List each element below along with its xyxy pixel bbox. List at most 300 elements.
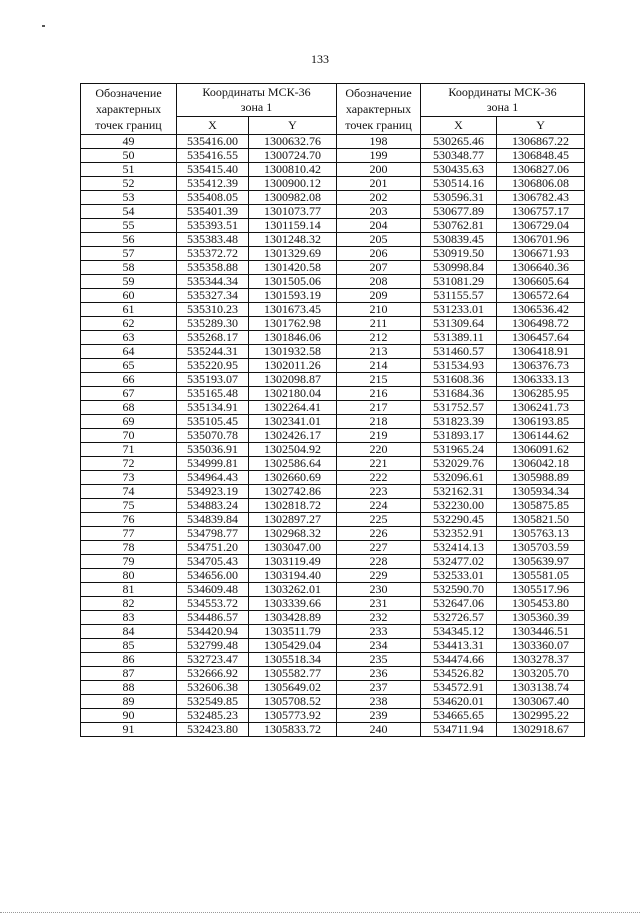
point-number-cell: 209: [337, 289, 421, 303]
x-coordinate-cell: 534839.84: [177, 513, 249, 527]
x-coordinate-cell: 531460.57: [421, 345, 497, 359]
y-coordinate-cell: 1306605.64: [497, 275, 585, 289]
point-number-cell: 218: [337, 415, 421, 429]
point-number-cell: 214: [337, 359, 421, 373]
x-coordinate-cell: 534486.57: [177, 611, 249, 625]
x-coordinate-cell: 530265.46: [421, 135, 497, 149]
point-number-cell: 237: [337, 681, 421, 695]
point-number-cell: 55: [81, 219, 177, 233]
y-coordinate-cell: 1302426.17: [249, 429, 337, 443]
y-coordinate-cell: 1302504.92: [249, 443, 337, 457]
point-number-cell: 81: [81, 583, 177, 597]
point-number-cell: 232: [337, 611, 421, 625]
y-coordinate-cell: 1302586.64: [249, 457, 337, 471]
table-row: [81, 373, 585, 387]
x-coordinate-cell: 532549.85: [177, 695, 249, 709]
point-number-cell: 90: [81, 709, 177, 723]
y-coordinate-cell: 1306729.04: [497, 219, 585, 233]
x-coordinate-cell: 534526.82: [421, 667, 497, 681]
x-coordinate-cell: 530677.89: [421, 205, 497, 219]
x-coordinate-cell: 532414.13: [421, 541, 497, 555]
x-coordinate-cell: 532647.06: [421, 597, 497, 611]
y-coordinate-cell: 1303067.40: [497, 695, 585, 709]
point-number-cell: 86: [81, 653, 177, 667]
x-coordinate-cell: 531752.57: [421, 401, 497, 415]
x-coordinate-cell: 534345.12: [421, 625, 497, 639]
x-coordinate-cell: 531684.36: [421, 387, 497, 401]
y-coordinate-cell: 1306848.45: [497, 149, 585, 163]
y-coordinate-cell: 1302660.69: [249, 471, 337, 485]
point-number-cell: 87: [81, 667, 177, 681]
point-number-cell: 221: [337, 457, 421, 471]
x-coordinate-cell: 535268.17: [177, 331, 249, 345]
y-coordinate-cell: 1302180.04: [249, 387, 337, 401]
y-coordinate-cell: 1306671.93: [497, 247, 585, 261]
point-number-cell: 239: [337, 709, 421, 723]
x-coordinate-cell: 530514.16: [421, 177, 497, 191]
table-row: [81, 401, 585, 415]
table-row: [81, 471, 585, 485]
point-number-cell: 222: [337, 471, 421, 485]
point-number-cell: 203: [337, 205, 421, 219]
point-number-cell: 225: [337, 513, 421, 527]
point-number-cell: 56: [81, 233, 177, 247]
header-y-right: Y: [497, 116, 585, 134]
table-row: [81, 331, 585, 345]
point-number-cell: 207: [337, 261, 421, 275]
point-number-cell: 230: [337, 583, 421, 597]
table-row: [81, 555, 585, 569]
y-coordinate-cell: 1306285.95: [497, 387, 585, 401]
table-row: [81, 709, 585, 723]
point-number-cell: 226: [337, 527, 421, 541]
y-coordinate-cell: 1306042.18: [497, 457, 585, 471]
table-row: [81, 163, 585, 177]
y-coordinate-cell: 1305582.77: [249, 667, 337, 681]
point-number-cell: 234: [337, 639, 421, 653]
point-number-cell: 50: [81, 149, 177, 163]
y-coordinate-cell: 1301159.14: [249, 219, 337, 233]
point-number-cell: 213: [337, 345, 421, 359]
point-number-cell: 76: [81, 513, 177, 527]
point-number-cell: 78: [81, 541, 177, 555]
y-coordinate-cell: 1306498.72: [497, 317, 585, 331]
x-coordinate-cell: 535165.48: [177, 387, 249, 401]
point-number-cell: 210: [337, 303, 421, 317]
y-coordinate-cell: 1302968.32: [249, 527, 337, 541]
header-x-left: X: [177, 116, 249, 134]
x-coordinate-cell: 532799.48: [177, 639, 249, 653]
y-coordinate-cell: 1305988.89: [497, 471, 585, 485]
x-coordinate-cell: 532352.91: [421, 527, 497, 541]
y-coordinate-cell: 1305773.92: [249, 709, 337, 723]
point-number-cell: 59: [81, 275, 177, 289]
x-coordinate-cell: 535327.34: [177, 289, 249, 303]
table-row: [81, 625, 585, 639]
x-coordinate-cell: 535372.72: [177, 247, 249, 261]
point-number-cell: 217: [337, 401, 421, 415]
table-row: [81, 443, 585, 457]
point-number-cell: 208: [337, 275, 421, 289]
x-coordinate-cell: 534413.31: [421, 639, 497, 653]
y-coordinate-cell: 1301329.69: [249, 247, 337, 261]
point-number-cell: 233: [337, 625, 421, 639]
table-row: [81, 569, 585, 583]
x-coordinate-cell: 532290.45: [421, 513, 497, 527]
point-number-cell: 60: [81, 289, 177, 303]
x-coordinate-cell: 534474.66: [421, 653, 497, 667]
x-coordinate-cell: 535416.00: [177, 135, 249, 149]
table-row: [81, 149, 585, 163]
y-coordinate-cell: 1301073.77: [249, 205, 337, 219]
x-coordinate-cell: 535358.88: [177, 261, 249, 275]
x-coordinate-cell: 534572.91: [421, 681, 497, 695]
table-row: [81, 513, 585, 527]
y-coordinate-cell: 1306376.73: [497, 359, 585, 373]
point-number-cell: 219: [337, 429, 421, 443]
x-coordinate-cell: 531309.64: [421, 317, 497, 331]
x-coordinate-cell: 530919.50: [421, 247, 497, 261]
y-coordinate-cell: 1301932.58: [249, 345, 337, 359]
x-coordinate-cell: 534964.43: [177, 471, 249, 485]
point-number-cell: 70: [81, 429, 177, 443]
y-coordinate-cell: 1302818.72: [249, 499, 337, 513]
y-coordinate-cell: 1306827.06: [497, 163, 585, 177]
point-number-cell: 228: [337, 555, 421, 569]
y-coordinate-cell: 1306572.64: [497, 289, 585, 303]
y-coordinate-cell: 1306144.62: [497, 429, 585, 443]
table-row: [81, 597, 585, 611]
y-coordinate-cell: 1303339.66: [249, 597, 337, 611]
y-coordinate-cell: 1303360.07: [497, 639, 585, 653]
table-row: [81, 583, 585, 597]
x-coordinate-cell: 535416.55: [177, 149, 249, 163]
point-number-cell: 63: [81, 331, 177, 345]
point-number-cell: 216: [337, 387, 421, 401]
x-coordinate-cell: 531823.39: [421, 415, 497, 429]
point-number-cell: 227: [337, 541, 421, 555]
point-number-cell: 51: [81, 163, 177, 177]
y-coordinate-cell: 1303205.70: [497, 667, 585, 681]
y-coordinate-cell: 1305649.02: [249, 681, 337, 695]
x-coordinate-cell: 534883.24: [177, 499, 249, 513]
x-coordinate-cell: 534609.48: [177, 583, 249, 597]
y-coordinate-cell: 1301846.06: [249, 331, 337, 345]
point-number-cell: 211: [337, 317, 421, 331]
x-coordinate-cell: 534656.00: [177, 569, 249, 583]
x-coordinate-cell: 534711.94: [421, 723, 497, 737]
bottom-edge-dots: [0, 912, 640, 914]
y-coordinate-cell: 1306640.36: [497, 261, 585, 275]
y-coordinate-cell: 1306867.22: [497, 135, 585, 149]
x-coordinate-cell: 530348.77: [421, 149, 497, 163]
x-coordinate-cell: 535220.95: [177, 359, 249, 373]
header-x-right: X: [421, 116, 497, 134]
point-number-cell: 53: [81, 191, 177, 205]
point-number-cell: 206: [337, 247, 421, 261]
y-coordinate-cell: 1305360.39: [497, 611, 585, 625]
point-number-cell: 75: [81, 499, 177, 513]
table-row: [81, 233, 585, 247]
x-coordinate-cell: 534798.77: [177, 527, 249, 541]
table-row: [81, 303, 585, 317]
x-coordinate-cell: 534620.01: [421, 695, 497, 709]
point-number-cell: 229: [337, 569, 421, 583]
point-number-cell: 58: [81, 261, 177, 275]
point-number-cell: 204: [337, 219, 421, 233]
x-coordinate-cell: 535415.40: [177, 163, 249, 177]
y-coordinate-cell: 1303278.37: [497, 653, 585, 667]
page-number: 133: [311, 52, 329, 66]
header-point-label-left: Обозначение характерных точек границ: [81, 84, 177, 135]
y-coordinate-cell: 1303194.40: [249, 569, 337, 583]
table-row: [81, 723, 585, 737]
y-coordinate-cell: 1303446.51: [497, 625, 585, 639]
point-number-cell: 91: [81, 723, 177, 737]
x-coordinate-cell: 531155.57: [421, 289, 497, 303]
x-coordinate-cell: 532029.76: [421, 457, 497, 471]
point-number-cell: 238: [337, 695, 421, 709]
x-coordinate-cell: 532162.31: [421, 485, 497, 499]
y-coordinate-cell: 1306241.73: [497, 401, 585, 415]
y-coordinate-cell: 1302098.87: [249, 373, 337, 387]
x-coordinate-cell: 531534.93: [421, 359, 497, 373]
y-coordinate-cell: 1300632.76: [249, 135, 337, 149]
y-coordinate-cell: 1303511.79: [249, 625, 337, 639]
point-number-cell: 201: [337, 177, 421, 191]
coordinates-table-body: [81, 135, 585, 737]
y-coordinate-cell: 1305833.72: [249, 723, 337, 737]
table-row: [81, 177, 585, 191]
x-coordinate-cell: 535344.34: [177, 275, 249, 289]
x-coordinate-cell: 532723.47: [177, 653, 249, 667]
point-number-cell: 224: [337, 499, 421, 513]
header-coords-group-left: Координаты МСК-36 зона 1: [177, 84, 337, 117]
x-coordinate-cell: 534420.94: [177, 625, 249, 639]
y-coordinate-cell: 1306757.17: [497, 205, 585, 219]
point-number-cell: 88: [81, 681, 177, 695]
x-coordinate-cell: 535105.45: [177, 415, 249, 429]
x-coordinate-cell: 531893.17: [421, 429, 497, 443]
header-y-left: Y: [249, 116, 337, 134]
x-coordinate-cell: 532590.70: [421, 583, 497, 597]
y-coordinate-cell: 1303047.00: [249, 541, 337, 555]
x-coordinate-cell: 535310.23: [177, 303, 249, 317]
point-number-cell: 80: [81, 569, 177, 583]
point-number-cell: 89: [81, 695, 177, 709]
scan-mark: [42, 25, 45, 27]
y-coordinate-cell: 1305708.52: [249, 695, 337, 709]
y-coordinate-cell: 1306806.08: [497, 177, 585, 191]
point-number-cell: 69: [81, 415, 177, 429]
x-coordinate-cell: 532423.80: [177, 723, 249, 737]
point-number-cell: 68: [81, 401, 177, 415]
point-number-cell: 71: [81, 443, 177, 457]
y-coordinate-cell: 1302341.01: [249, 415, 337, 429]
y-coordinate-cell: 1305703.59: [497, 541, 585, 555]
y-coordinate-cell: 1303428.89: [249, 611, 337, 625]
point-number-cell: 202: [337, 191, 421, 205]
y-coordinate-cell: 1301248.32: [249, 233, 337, 247]
x-coordinate-cell: 531233.01: [421, 303, 497, 317]
table-row: [81, 527, 585, 541]
point-number-cell: 205: [337, 233, 421, 247]
table-row: [81, 681, 585, 695]
x-coordinate-cell: 534553.72: [177, 597, 249, 611]
point-number-cell: 49: [81, 135, 177, 149]
x-coordinate-cell: 535070.78: [177, 429, 249, 443]
x-coordinate-cell: 535244.31: [177, 345, 249, 359]
y-coordinate-cell: 1302918.67: [497, 723, 585, 737]
x-coordinate-cell: 532533.01: [421, 569, 497, 583]
point-number-cell: 240: [337, 723, 421, 737]
x-coordinate-cell: 534665.65: [421, 709, 497, 723]
x-coordinate-cell: 534923.19: [177, 485, 249, 499]
table-row: [81, 205, 585, 219]
table-row: [81, 261, 585, 275]
y-coordinate-cell: 1302995.22: [497, 709, 585, 723]
point-number-cell: 65: [81, 359, 177, 373]
x-coordinate-cell: 530762.81: [421, 219, 497, 233]
point-number-cell: 198: [337, 135, 421, 149]
y-coordinate-cell: 1305453.80: [497, 597, 585, 611]
point-number-cell: 82: [81, 597, 177, 611]
y-coordinate-cell: 1306333.13: [497, 373, 585, 387]
x-coordinate-cell: 534705.43: [177, 555, 249, 569]
table-row: [81, 499, 585, 513]
x-coordinate-cell: 530839.45: [421, 233, 497, 247]
table-row: [81, 653, 585, 667]
y-coordinate-cell: 1306457.64: [497, 331, 585, 345]
point-number-cell: 212: [337, 331, 421, 345]
y-coordinate-cell: 1305763.13: [497, 527, 585, 541]
point-number-cell: 84: [81, 625, 177, 639]
point-number-cell: 57: [81, 247, 177, 261]
table-row: [81, 275, 585, 289]
y-coordinate-cell: 1305518.34: [249, 653, 337, 667]
point-number-cell: 83: [81, 611, 177, 625]
x-coordinate-cell: 530435.63: [421, 163, 497, 177]
point-number-cell: 79: [81, 555, 177, 569]
y-coordinate-cell: 1302742.86: [249, 485, 337, 499]
table-row: [81, 345, 585, 359]
table-row: [81, 611, 585, 625]
point-number-cell: 77: [81, 527, 177, 541]
header-coords-group-right: Координаты МСК-36 зона 1: [421, 84, 585, 117]
y-coordinate-cell: 1300724.70: [249, 149, 337, 163]
y-coordinate-cell: 1306536.42: [497, 303, 585, 317]
point-number-cell: 73: [81, 471, 177, 485]
y-coordinate-cell: 1302264.41: [249, 401, 337, 415]
y-coordinate-cell: 1305875.85: [497, 499, 585, 513]
x-coordinate-cell: 530998.84: [421, 261, 497, 275]
y-coordinate-cell: 1302897.27: [249, 513, 337, 527]
y-coordinate-cell: 1300810.42: [249, 163, 337, 177]
point-number-cell: 200: [337, 163, 421, 177]
table-row: [81, 219, 585, 233]
y-coordinate-cell: 1300982.08: [249, 191, 337, 205]
table-row: [81, 695, 585, 709]
x-coordinate-cell: 535393.51: [177, 219, 249, 233]
point-number-cell: 199: [337, 149, 421, 163]
table-row: [81, 359, 585, 373]
point-number-cell: 74: [81, 485, 177, 499]
y-coordinate-cell: 1305581.05: [497, 569, 585, 583]
y-coordinate-cell: 1301420.58: [249, 261, 337, 275]
x-coordinate-cell: 532606.38: [177, 681, 249, 695]
y-coordinate-cell: 1301762.98: [249, 317, 337, 331]
y-coordinate-cell: 1305429.04: [249, 639, 337, 653]
y-coordinate-cell: 1303138.74: [497, 681, 585, 695]
y-coordinate-cell: 1306193.85: [497, 415, 585, 429]
y-coordinate-cell: 1303262.01: [249, 583, 337, 597]
table-row: [81, 457, 585, 471]
x-coordinate-cell: 535383.48: [177, 233, 249, 247]
x-coordinate-cell: 535412.39: [177, 177, 249, 191]
x-coordinate-cell: 532096.61: [421, 471, 497, 485]
x-coordinate-cell: 532477.02: [421, 555, 497, 569]
x-coordinate-cell: 531608.36: [421, 373, 497, 387]
x-coordinate-cell: 535134.91: [177, 401, 249, 415]
coordinates-table: [80, 83, 585, 737]
table-row: [81, 541, 585, 555]
x-coordinate-cell: 534999.81: [177, 457, 249, 471]
y-coordinate-cell: 1305639.97: [497, 555, 585, 569]
point-number-cell: 215: [337, 373, 421, 387]
point-number-cell: 67: [81, 387, 177, 401]
table-row: [81, 289, 585, 303]
point-number-cell: 62: [81, 317, 177, 331]
y-coordinate-cell: 1302011.26: [249, 359, 337, 373]
table-row: [81, 667, 585, 681]
x-coordinate-cell: 535036.91: [177, 443, 249, 457]
x-coordinate-cell: 532485.23: [177, 709, 249, 723]
point-number-cell: 235: [337, 653, 421, 667]
table-row: [81, 387, 585, 401]
table-row: [81, 639, 585, 653]
x-coordinate-cell: 531081.29: [421, 275, 497, 289]
point-number-cell: 66: [81, 373, 177, 387]
x-coordinate-cell: 535193.07: [177, 373, 249, 387]
table-row: [81, 485, 585, 499]
point-number-cell: 85: [81, 639, 177, 653]
y-coordinate-cell: 1305934.34: [497, 485, 585, 499]
table-row: [81, 415, 585, 429]
table-row: [81, 317, 585, 331]
x-coordinate-cell: 532230.00: [421, 499, 497, 513]
point-number-cell: 231: [337, 597, 421, 611]
point-number-cell: 72: [81, 457, 177, 471]
x-coordinate-cell: 532666.92: [177, 667, 249, 681]
x-coordinate-cell: 531389.11: [421, 331, 497, 345]
y-coordinate-cell: 1301593.19: [249, 289, 337, 303]
y-coordinate-cell: 1306091.62: [497, 443, 585, 457]
point-number-cell: 236: [337, 667, 421, 681]
y-coordinate-cell: 1305821.50: [497, 513, 585, 527]
point-number-cell: 64: [81, 345, 177, 359]
y-coordinate-cell: 1303119.49: [249, 555, 337, 569]
x-coordinate-cell: 535401.39: [177, 205, 249, 219]
x-coordinate-cell: 530596.31: [421, 191, 497, 205]
x-coordinate-cell: 532726.57: [421, 611, 497, 625]
table-row: [81, 429, 585, 443]
y-coordinate-cell: 1300900.12: [249, 177, 337, 191]
point-number-cell: 223: [337, 485, 421, 499]
point-number-cell: 52: [81, 177, 177, 191]
y-coordinate-cell: 1305517.96: [497, 583, 585, 597]
table-row: [81, 191, 585, 205]
x-coordinate-cell: 531965.24: [421, 443, 497, 457]
